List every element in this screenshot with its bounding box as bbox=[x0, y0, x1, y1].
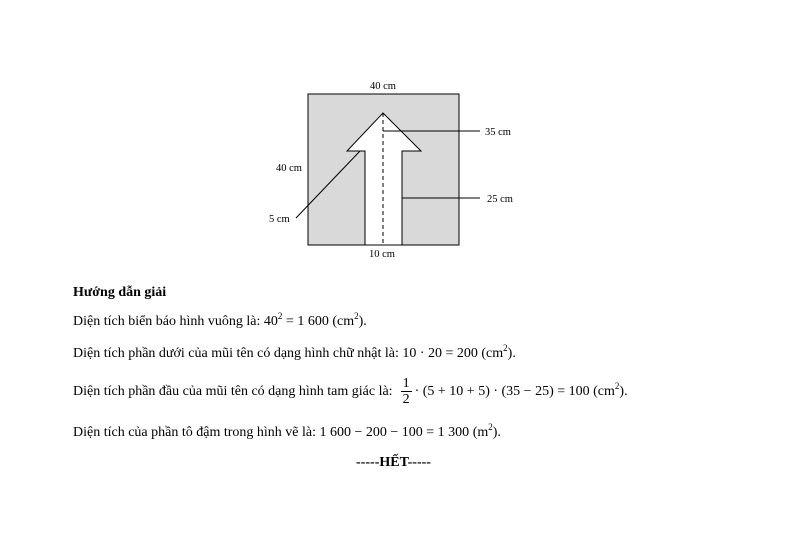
label-left: 40 cm bbox=[276, 163, 302, 174]
solution-line-4 bbox=[73, 424, 501, 442]
line-3-expr: · (5 + 10 + 5) · (35 − 25) = 100 $(cm^2)$. bbox=[414, 381, 628, 399]
solution-line-2 bbox=[73, 345, 516, 363]
line-2-text: Diện tích phần dưới của mũi tên có dạng hình chữ nhật là: bbox=[73, 346, 399, 361]
line-3-text: Diện tích phần đầu của mũi tên có dạng hình tam giác là: bbox=[73, 384, 393, 399]
line-4-text: Diện tích của phần tô đậm trong hình vẽ là: bbox=[73, 425, 316, 440]
line-1-text: Diện tích biển báo hình vuông là: bbox=[73, 314, 261, 329]
label-bottom: 10 cm bbox=[369, 249, 395, 260]
one-half-fraction: $\frac{1}{2}$ bbox=[402, 376, 410, 408]
label-body-height: 25 cm bbox=[487, 194, 513, 205]
line-1-expr: $40^2 = 1$ 600 $(cm^2)$. bbox=[263, 311, 367, 329]
line-2-expr: 10 · 20 = 200 $(cm^2)$. bbox=[402, 343, 516, 361]
label-head-height: 35 cm bbox=[485, 127, 511, 138]
label-top: 40 cm bbox=[370, 81, 396, 92]
label-head-side: 5 cm bbox=[269, 214, 290, 225]
solution-line-3 bbox=[73, 375, 628, 409]
sign-figure bbox=[0, 0, 787, 270]
line-4-expr: 1 600 − 200 − 100 = 1 300 $(m^2)$. bbox=[319, 422, 501, 440]
end-marker: -----HẾT----- bbox=[356, 455, 431, 470]
solution-line-1 bbox=[73, 313, 367, 331]
solution-heading: Hướng dẫn giải bbox=[73, 285, 167, 300]
